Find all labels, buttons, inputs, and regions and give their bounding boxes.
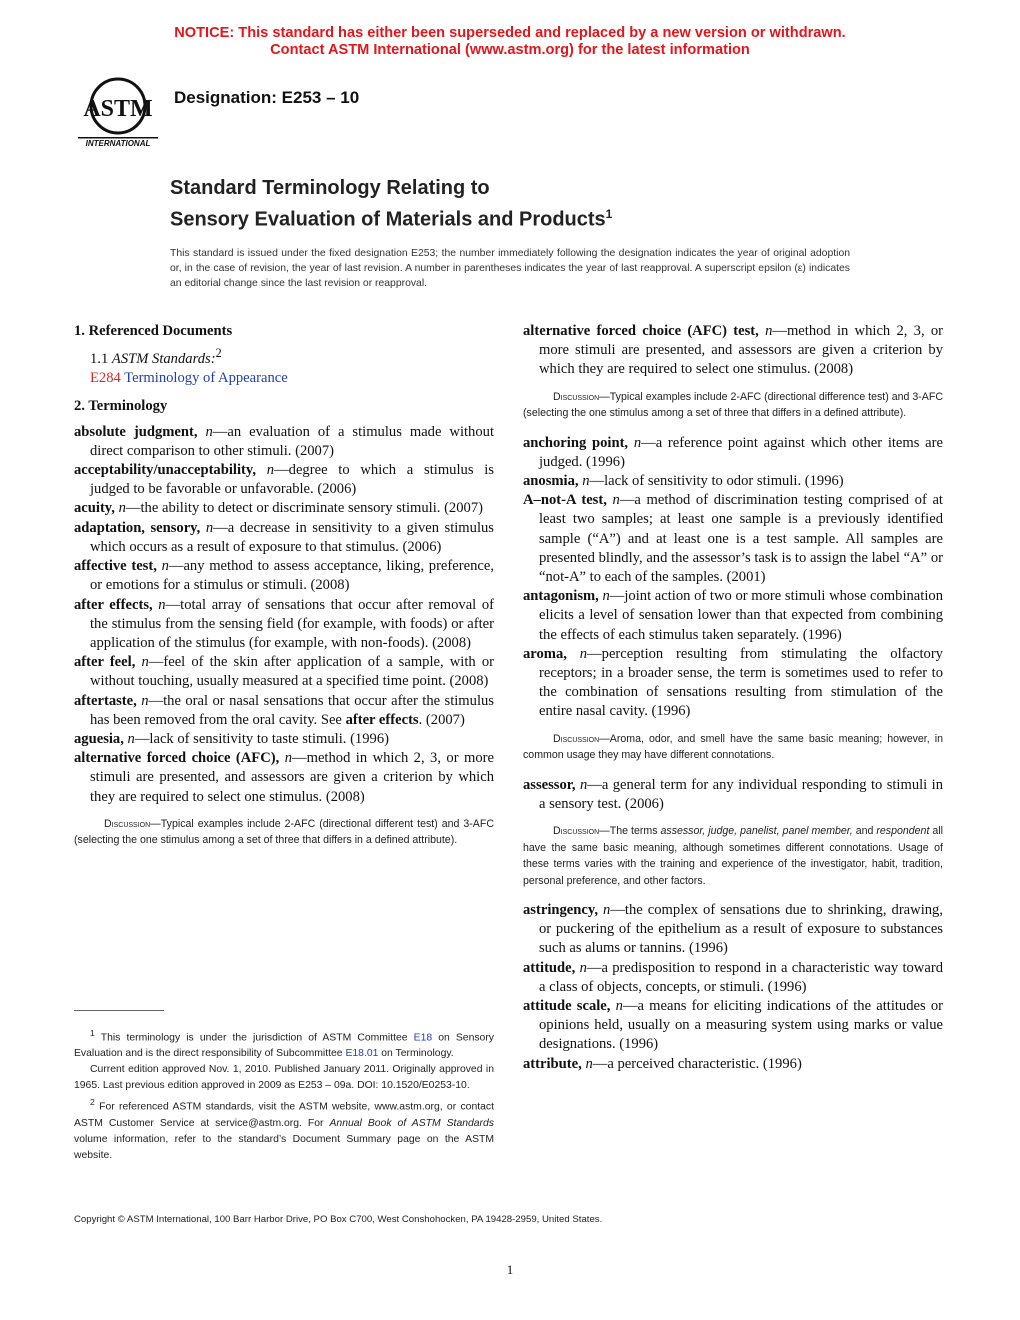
term-word: A–not-A test, [523,492,607,509]
term-definition: —a general term for any individual responding to stimuli in a sensory test. (2006) [539,776,943,812]
term-entry [523,1055,943,1074]
title-line-2: Sensory Evaluation of Materials and Products [170,208,606,231]
term-word: assessor, [523,776,576,793]
term-entry [74,749,494,807]
term-entry [523,491,943,587]
discussion-note: Discussion—Typical examples include 2-AFC (directional difference test) and 3-AFC (selecting the one stimulus among a set of three that differs in a defined attribute). [523,390,943,420]
ref-title-link[interactable]: Terminology of Appearance [124,370,288,387]
term-word: acuity, [74,500,115,517]
term-word: antagonism, [523,588,599,605]
right-term-list-4 [523,901,943,1074]
term-word: adaptation, sensory, [74,519,201,536]
term-entry [523,776,943,814]
term-definition: —method in which 2, 3, or more stimuli are presented, and assessors are given a criterion by which they are required to select one stimulus. (2008) [539,323,943,378]
term-word: aroma, [523,645,567,662]
part-of-speech: n [205,423,213,440]
term-definition: —lack of sensitivity to taste stimuli. (1996) [134,730,389,747]
discussion-note: Discussion—The terms assessor, judge, panelist, panel member, and respondent all have the same basic meaning, although sometimes different connotations. Usage of these terms varies with the training and experience of the investigator, habit, tradition, personal preference, and other factors. [523,825,943,887]
part-of-speech: n [765,323,773,339]
term-entry [523,587,943,645]
notice-line-2: Contact ASTM International (www.astm.org) for the latest information [270,42,750,58]
part-of-speech: n [266,462,275,479]
discussion-note: Discussion—Aroma, odor, and smell have the same basic meaning; however, in common usage they may have different connotations. [523,732,943,762]
term-word: attitude scale, [523,998,611,1015]
term-definition: —joint action of two or more stimuli whose combination elicits a level of sensation lower than that expected from combining the effects of each stimulus taken separately. (1996) [539,588,943,643]
term-word: aguesia, [74,730,124,747]
term-entry [523,472,943,491]
term-word: affective test, [74,558,157,575]
right-column [523,322,943,1074]
term-word: anchoring point, [523,434,629,451]
term-definition: —a decrease in sensitivity to a given stimulus which occurs as a result of exposure to that stimulus. (2006) [90,519,494,555]
part-of-speech: n [612,492,620,509]
term-entry [74,461,494,499]
notice-line-1: NOTICE: This standard has either been superseded and replaced by a new version or withdrawn. [174,25,846,41]
withdrawal-notice [0,25,1020,59]
term-entry [74,557,494,595]
term-definition: —feel of the skin after application of a sample, with or without touching, usually measured at a specified time point. (2008) [90,654,494,690]
part-of-speech: n [582,473,590,490]
committee-link[interactable]: E18 [413,1032,433,1044]
subcommittee-link[interactable]: E18.01 [345,1048,379,1060]
left-term-list-2 [74,730,494,807]
term-entry [523,997,943,1055]
term-word: alternative forced choice (AFC), [74,750,280,767]
part-of-speech: n [284,750,292,767]
term-definition: —perception resulting from stimulating the olfactory receptors; in a broader sense, the term is sometimes used to refer to the combination of sensations resulting from stimulation of the entire nasal cavity. (1996) [539,645,943,720]
designation: Designation: E253 – 10 [174,88,360,107]
part-of-speech: n [579,776,588,793]
title-line-1: Standard Terminology Relating to [170,177,490,199]
term-definition: —total array of sensations that occur after removal of the stimulus from the sensing field (for example, with foods) or after application of the stimulus (for example, with non-foods). (2008) [90,596,494,651]
term-definition: —a reference point against which other items are judged. (1996) [539,434,943,470]
term-word: after effects, [74,596,153,613]
term-entry [74,499,494,518]
term-word: acceptability/unacceptability, [74,462,257,479]
term-definition: —the complex of sensations due to shrinking, drawing, or puckering of the epithelium as a result of exposure to substances such as alums or tannins. (1996) [539,902,943,957]
footnote-1: $^1$ This terminology is under the jurisdiction of ASTM Committee E18 on Sensory Evaluation and is the direct responsibility of Subcommittee E18.01 on Terminology. [74,1028,494,1060]
term-entry [523,959,943,997]
section-1-heading: 1. Referenced Documents [74,323,233,339]
term-definition: —a predisposition to respond in a characteristic way toward a class of objects, concepts, or stimuli. (1996) [539,959,943,995]
part-of-speech: n [127,730,135,747]
left-term-list [74,423,494,692]
section-1-1: 1.1 ASTM Standards:$^2$ [90,346,222,368]
part-of-speech: n [579,959,587,976]
footnote-1-edition: Current edition approved Nov. 1, 2010. Published January 2011. Originally approved in 1965. Last previous edition approved in 2009 as E253 – 09a. DOI: 10.1520/E0253-10. [74,1064,494,1092]
term-entry [523,901,943,959]
term-entry [74,596,494,654]
term-word: attitude, [523,959,576,976]
part-of-speech: n [633,434,642,451]
footnote-2: $^2$ For referenced ASTM standards, visit the ASTM website, www.astm.org, or contact ASTM Customer Service at service@astm.org. For Annual Book of ASTM Standards volume information, refer to the standard’s Document Summary page on the ASTM website. [74,1097,494,1161]
term-entry [74,653,494,691]
ref-code-link[interactable]: E284 [90,370,121,387]
reference-e284 [74,369,494,388]
part-of-speech: n [615,998,623,1015]
part-of-speech: n [585,1055,593,1072]
term-definition: —method in which 2, 3, or more stimuli are presented, and assessors are given a criterion by which they are required to select one stimulus. (2008) [90,750,494,805]
term-word: alternative forced choice (AFC) test, [523,323,759,339]
logo-letters: ASTM [83,96,153,122]
discussion-note: Discussion—Typical examples include 2-AFC (directional different test) and 3-AFC (selecting the one stimulus among a set of three that differs in a defined attribute). [74,817,494,847]
page-number: 1 [506,1262,514,1277]
term-definition: —a method of discrimination testing comprised of at least two samples; at least one sample is a previously identified sample (“A”) and at least one is a test sample. All samples are presented blindly, and the assessor’s task is to assign the label “A” or “not-A” to each of the samples. (2001) [539,492,943,586]
term-definition: —a perceived characteristic. (1996) [592,1055,802,1072]
term-definition: —the ability to detect or discriminate sensory stimuli. (2007) [125,500,483,517]
part-of-speech: n [158,596,166,613]
term-entry [74,423,494,461]
term-entry [523,322,943,380]
footnote-divider [74,1010,164,1011]
term-entry [74,730,494,749]
part-of-speech: n [603,902,611,919]
term-definition: —any method to assess acceptance, liking, preference, or emotions for a stimulus or stimuli. (2008) [90,558,494,594]
copyright: Copyright © ASTM International, 100 Barr Harbor Drive, PO Box C700, West Conshohocken, PA 19428-2959, United States. [74,1214,603,1225]
term-definition: —an evaluation of a stimulus made without direct comparison to other stimuli. (2007) [90,423,494,459]
term-definition: —lack of sensitivity to odor stimuli. (1996) [589,473,844,490]
term-entry [523,434,943,472]
left-column [74,322,494,861]
term-definition: —a means for eliciting indications of the attitudes or opinions held, usually on a measuring system using marks or value designations. (1996) [539,998,943,1053]
footnotes [74,1025,494,1164]
section-2-heading: 2. Terminology [74,398,168,415]
part-of-speech: n [118,500,126,517]
term-word: after feel, [74,654,136,671]
logo-subtext: INTERNATIONAL [85,139,151,148]
term-word: astringency, [523,902,598,919]
part-of-speech: n [579,645,588,662]
title-footnote-ref: 1 [605,207,613,221]
part-of-speech: n [602,588,610,605]
intro-paragraph: This standard is issued under the fixed designation E253; the number immediately following the designation indicates the year of original adoption or, in the case of revision, the year of last revision. A number in parentheses indicates the year of last reapproval. A superscript epsilon (ε) indicates an editorial change since the last revision or reapproval. [170,248,850,289]
right-term-list-3 [523,776,943,814]
part-of-speech: n [205,519,214,536]
term-entry [74,519,494,557]
term-entry [523,645,943,722]
astm-logo [76,76,160,148]
right-term-list [523,322,943,380]
part-of-speech: n [141,654,149,671]
part-of-speech: n [161,558,169,575]
document-title [170,175,612,233]
term-definition: —degree to which a stimulus is judged to be favorable or unfavorable. (2006) [90,462,494,498]
term-word: absolute judgment, [74,423,198,440]
term-word: attribute, [523,1055,582,1072]
term-word: anosmia, [523,473,579,490]
right-term-list-2 [523,434,943,722]
term-entry: aftertaste, n—the oral or nasal sensations that occur after the stimulus has been removed from the oral cavity. See after effects. (2007) [74,692,494,728]
